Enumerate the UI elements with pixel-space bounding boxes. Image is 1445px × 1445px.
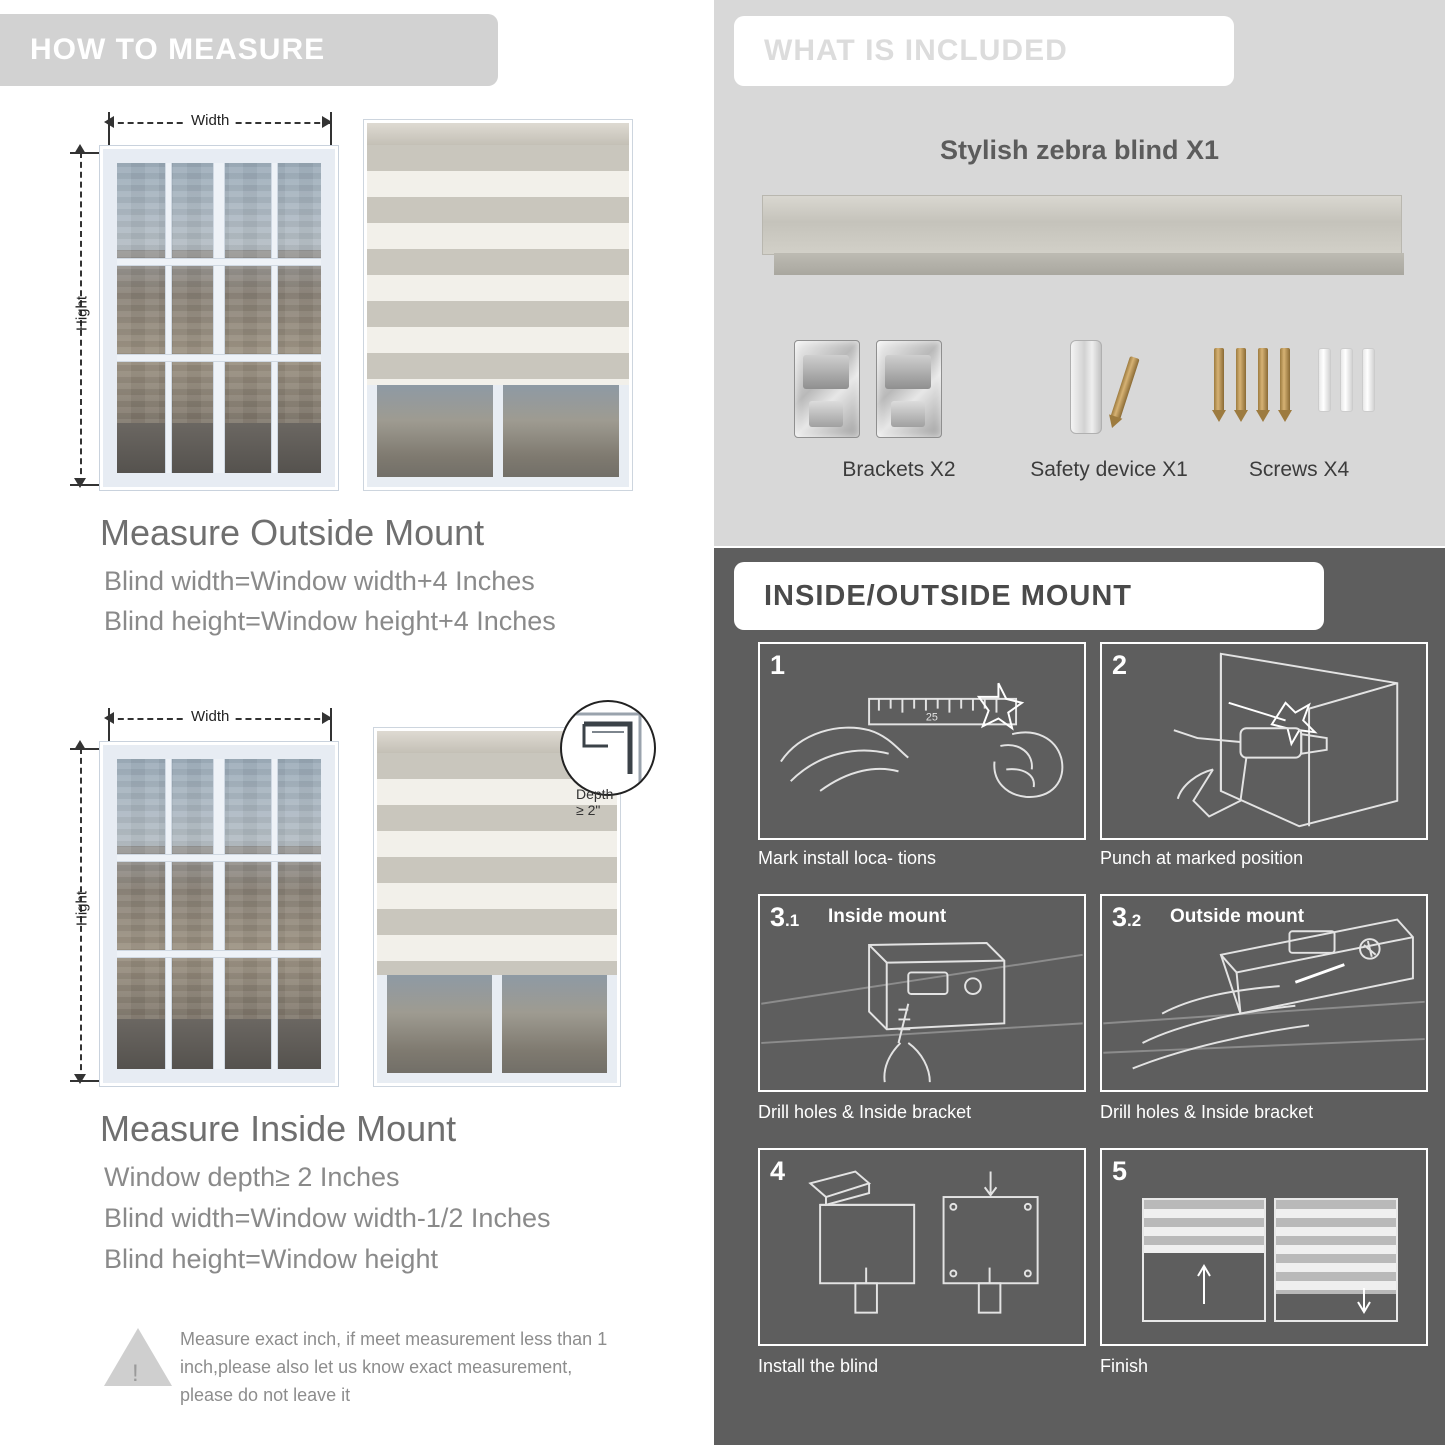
brackets-caption: Brackets X2 bbox=[842, 458, 956, 481]
step-3-2-suffix: .2 bbox=[1127, 911, 1142, 930]
blind-window-sill-2 bbox=[377, 1073, 617, 1083]
safety-screw-icon bbox=[1110, 356, 1139, 420]
outside-mount-heading: Measure Outside Mount bbox=[100, 512, 485, 553]
zebra-blind-headrail-illustration bbox=[762, 195, 1402, 273]
wall-anchor-icon bbox=[1318, 348, 1331, 412]
tape-measure-icon bbox=[760, 644, 1084, 838]
inside-window-view bbox=[117, 759, 321, 1069]
safety-device-caption: Safety device X1 bbox=[1030, 458, 1188, 481]
step-3-1-number: 3.1 bbox=[770, 902, 800, 932]
window-mullion-vertical-2 bbox=[214, 759, 224, 1069]
how-to-measure-ribbon bbox=[0, 14, 498, 86]
inside-height-arrow-down bbox=[74, 1074, 86, 1084]
inside-outside-mount-title: INSIDE/OUTSIDE MOUNT bbox=[764, 579, 1133, 612]
step-card-5 bbox=[1100, 1148, 1428, 1346]
outside-mount-line-1: Blind width=Window width+4 Inches bbox=[104, 566, 535, 596]
how-to-measure-title: HOW TO MEASURE bbox=[30, 33, 326, 66]
inside-mount-line-3: Blind height=Window height bbox=[104, 1244, 438, 1274]
inside-window-frame bbox=[100, 742, 338, 1086]
window-muntin-h1 bbox=[117, 259, 321, 265]
what-is-included-panel bbox=[714, 0, 1445, 546]
inside-width-tick-left bbox=[108, 708, 110, 746]
wall-anchor-icon-2 bbox=[1340, 348, 1353, 412]
step-card-3-1 bbox=[758, 894, 1086, 1092]
blind-visible-window bbox=[367, 385, 629, 487]
outside-mounted-blind bbox=[364, 120, 632, 490]
measure-note: Measure exact inch, if meet measurement less than 1 inch,please also let us know exact measurement, please do not leave it bbox=[180, 1329, 608, 1405]
inside-mount-line-1: Window depth≥ 2 Inches bbox=[104, 1162, 400, 1192]
depth-detail-svg bbox=[562, 702, 654, 794]
step-3-1-caption: Drill holes & Inside bracket bbox=[758, 1102, 972, 1122]
blind-window-frame-left bbox=[367, 385, 377, 487]
inside-outside-mount-ribbon bbox=[734, 562, 1324, 630]
what-is-included-ribbon bbox=[734, 16, 1234, 86]
window-muntin-h2-2 bbox=[117, 951, 321, 957]
bracket-icon-2 bbox=[876, 340, 942, 438]
step-5-number: 5 bbox=[1112, 1156, 1128, 1186]
blind-window-frame-mid bbox=[493, 385, 503, 487]
what-is-included-title: WHAT IS INCLUDED bbox=[764, 34, 1068, 67]
safety-device-icon bbox=[1070, 340, 1102, 434]
window-muntin-h2 bbox=[117, 355, 321, 361]
how-to-measure-panel bbox=[0, 0, 714, 1445]
outside-width-tick-left bbox=[108, 112, 110, 150]
step-2-caption: Punch at marked position bbox=[1100, 848, 1304, 868]
step-1-number: 1 bbox=[770, 650, 786, 680]
screw-icon bbox=[1214, 348, 1224, 412]
bracket-icon bbox=[794, 340, 860, 438]
step-card-3-2 bbox=[1100, 894, 1428, 1092]
blind-visible-window-2 bbox=[377, 975, 617, 1083]
blind-window-frame-right bbox=[619, 385, 629, 487]
install-blind-icon bbox=[760, 1150, 1084, 1344]
inside-outside-mount-panel bbox=[714, 548, 1445, 1445]
step-card-4 bbox=[758, 1148, 1086, 1346]
screws-caption: Screws X4 bbox=[1248, 458, 1350, 481]
blind-window-frame-mid-2 bbox=[492, 975, 502, 1083]
window-mullion-vertical bbox=[214, 163, 224, 473]
blind-headrail bbox=[367, 123, 629, 145]
outside-height-arrow-down bbox=[74, 478, 86, 488]
step-1-caption: Mark install loca- tions bbox=[758, 848, 937, 868]
inside-height-label: Hight bbox=[73, 890, 91, 927]
headrail-top bbox=[762, 195, 1402, 255]
screw-icon-4 bbox=[1280, 348, 1290, 412]
step-5-caption: Finish bbox=[1100, 1356, 1149, 1376]
step-3-1-suffix: .1 bbox=[785, 911, 800, 930]
inside-mount-heading: Measure Inside Mount bbox=[100, 1108, 457, 1149]
window-muntin-v2 bbox=[272, 163, 277, 473]
depth-detail bbox=[562, 702, 654, 794]
depth-callout-circle bbox=[560, 700, 656, 796]
outside-window-view bbox=[117, 163, 321, 473]
depth-label: Depth ≥ 2" bbox=[576, 786, 614, 818]
step-4-caption: Install the blind bbox=[758, 1356, 879, 1376]
bracket-screw-icon bbox=[760, 896, 1084, 1090]
inside-mount-line-2: Blind width=Window width-1/2 Inches bbox=[104, 1203, 551, 1233]
inside-width-label: Width bbox=[185, 708, 235, 725]
screw-icon-3 bbox=[1258, 348, 1268, 412]
finished-blind-icon bbox=[1142, 1198, 1266, 1322]
step-3-2-number: 3.2 bbox=[1112, 902, 1142, 932]
step-card-2 bbox=[1100, 642, 1428, 840]
wall-anchor-icon-3 bbox=[1362, 348, 1375, 412]
svg-text:25: 25 bbox=[925, 711, 938, 724]
window-muntin-h1-2 bbox=[117, 855, 321, 861]
outside-window-frame bbox=[100, 146, 338, 490]
step-2-number: 2 bbox=[1112, 650, 1128, 680]
outside-mount-line-2: Blind height=Window height+4 Inches bbox=[104, 606, 556, 636]
step-3-1-subtitle: Inside mount bbox=[828, 906, 947, 927]
window-muntin-v1 bbox=[166, 163, 171, 473]
finished-blind-icon-2 bbox=[1274, 1198, 1398, 1322]
step-4-number: 4 bbox=[770, 1156, 786, 1186]
outside-height-label: Hight bbox=[73, 295, 91, 332]
blind-window-frame-right-2 bbox=[607, 975, 617, 1083]
step-card-1 bbox=[758, 642, 1086, 840]
outside-width-tick-right bbox=[330, 112, 332, 150]
screwdriver-icon bbox=[1102, 896, 1426, 1090]
blind-down-arrow bbox=[1276, 1200, 1396, 1320]
headrail-bottom bbox=[774, 253, 1404, 275]
step-3-2-subtitle: Outside mount bbox=[1170, 906, 1305, 927]
blind-window-sill bbox=[367, 477, 629, 487]
screw-icon-2 bbox=[1236, 348, 1246, 412]
blind-window-frame-left-2 bbox=[377, 975, 387, 1083]
blind-up-arrow bbox=[1144, 1200, 1264, 1320]
drill-icon bbox=[1102, 644, 1426, 838]
step-3-2-caption: Drill holes & Inside bracket bbox=[1100, 1102, 1314, 1122]
window-muntin-v2-2 bbox=[272, 759, 277, 1069]
window-muntin-v1-2 bbox=[166, 759, 171, 1069]
blind-fabric bbox=[367, 145, 629, 385]
outside-width-label: Width bbox=[185, 112, 235, 129]
warning-exclamation-icon: ! bbox=[132, 1360, 139, 1387]
inside-width-tick-right bbox=[330, 708, 332, 746]
product-title: Stylish zebra blind X1 bbox=[939, 135, 1220, 165]
